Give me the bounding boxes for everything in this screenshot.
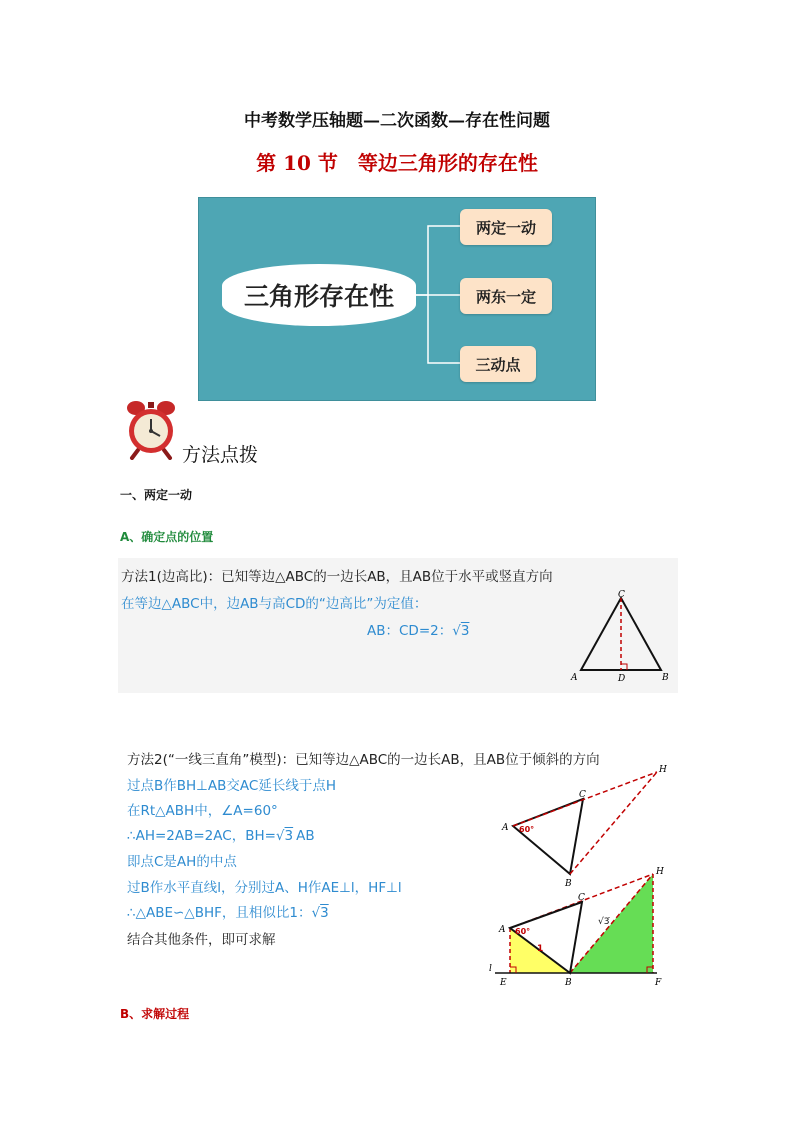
label-b: B bbox=[565, 879, 572, 889]
label-c: C bbox=[618, 590, 625, 600]
sqrt-sign: √ bbox=[275, 828, 285, 844]
sqrt-radicand: 3 bbox=[320, 905, 329, 921]
sqrt-radicand: 3 bbox=[460, 623, 470, 639]
ratio-root-label: √3 bbox=[598, 917, 610, 927]
label-c: C bbox=[578, 893, 585, 903]
label-h: H bbox=[659, 765, 667, 775]
label-h: H bbox=[656, 867, 664, 877]
method2-line6: 过B作水平直线l，分别过A、H作AE⊥l，HF⊥l bbox=[127, 880, 402, 896]
method2-line2: 过点B作BH⊥AB交AC延长线于点H bbox=[127, 778, 337, 794]
sub-heading-b: B、求解过程 bbox=[120, 1007, 190, 1021]
label-b: B bbox=[662, 673, 669, 683]
method1-line1: 方法1(边高比)：已知等边△ABC的一边长AB，且AB位于水平或竖直方向 bbox=[121, 569, 553, 585]
label-a: A bbox=[571, 673, 578, 683]
label-a: A bbox=[499, 925, 506, 935]
method2-line8: 结合其他条件，即可求解 bbox=[127, 932, 276, 948]
formula-text: AB：CD=2： bbox=[367, 623, 453, 639]
method1-formula bbox=[367, 619, 469, 639]
method-heading: 方法点拨 bbox=[182, 444, 259, 466]
label-c: C bbox=[579, 790, 586, 800]
label-f: F bbox=[655, 978, 662, 988]
line4-suffix: AB bbox=[296, 828, 315, 844]
mindmap-node-3: 三动点 bbox=[460, 346, 536, 382]
equilateral-triangle-figure bbox=[568, 588, 678, 684]
ratio-one-label: 1 bbox=[537, 944, 544, 954]
label-d: D bbox=[618, 674, 626, 684]
method2-line7 bbox=[127, 901, 329, 921]
label-l: l bbox=[489, 964, 492, 974]
part-heading: 一、两定一动 bbox=[120, 488, 193, 502]
mindmap-central-node: 三角形存在性 bbox=[222, 264, 416, 326]
line4-text: ∴AH=2AB=2AC，BH= bbox=[127, 828, 276, 844]
line7-text: ∴△ABE∽△BHF，且相似比1： bbox=[127, 905, 312, 921]
method2-line4 bbox=[127, 824, 315, 844]
label-b: B bbox=[565, 978, 572, 988]
angle-label: 60° bbox=[515, 927, 531, 936]
method2-line3: 在Rt△ABH中，∠A=60° bbox=[127, 803, 278, 819]
mindmap-node-1: 两定一动 bbox=[460, 209, 552, 245]
sqrt-sign: √ bbox=[452, 623, 461, 639]
alarm-clock-icon bbox=[124, 398, 178, 460]
sub-heading-a: A、确定点的位置 bbox=[120, 530, 214, 544]
method1-line2: 在等边△ABC中，边AB与高CD的“边高比”为定值： bbox=[121, 596, 428, 612]
method2-line5: 即点C是AH的中点 bbox=[127, 854, 237, 870]
ratio-root-radicand: 3 bbox=[603, 917, 610, 927]
mindmap-node-2: 两东一定 bbox=[460, 278, 552, 314]
one-line-three-right-angles-figure bbox=[485, 862, 675, 990]
sqrt-radicand: 3 bbox=[284, 828, 294, 844]
angle-label: 60° bbox=[519, 825, 535, 834]
method2-line1: 方法2(“一线三直角”模型)：已知等边△ABC的一边长AB，且AB位于倾斜的方向 bbox=[127, 752, 600, 768]
label-e: E bbox=[500, 978, 507, 988]
section-title: 第 10 节 等边三角形的存在性 bbox=[256, 151, 538, 175]
sqrt-sign: √ bbox=[311, 905, 321, 921]
label-a: A bbox=[502, 823, 509, 833]
document-title: 中考数学压轴题—二次函数—存在性问题 bbox=[244, 111, 550, 131]
